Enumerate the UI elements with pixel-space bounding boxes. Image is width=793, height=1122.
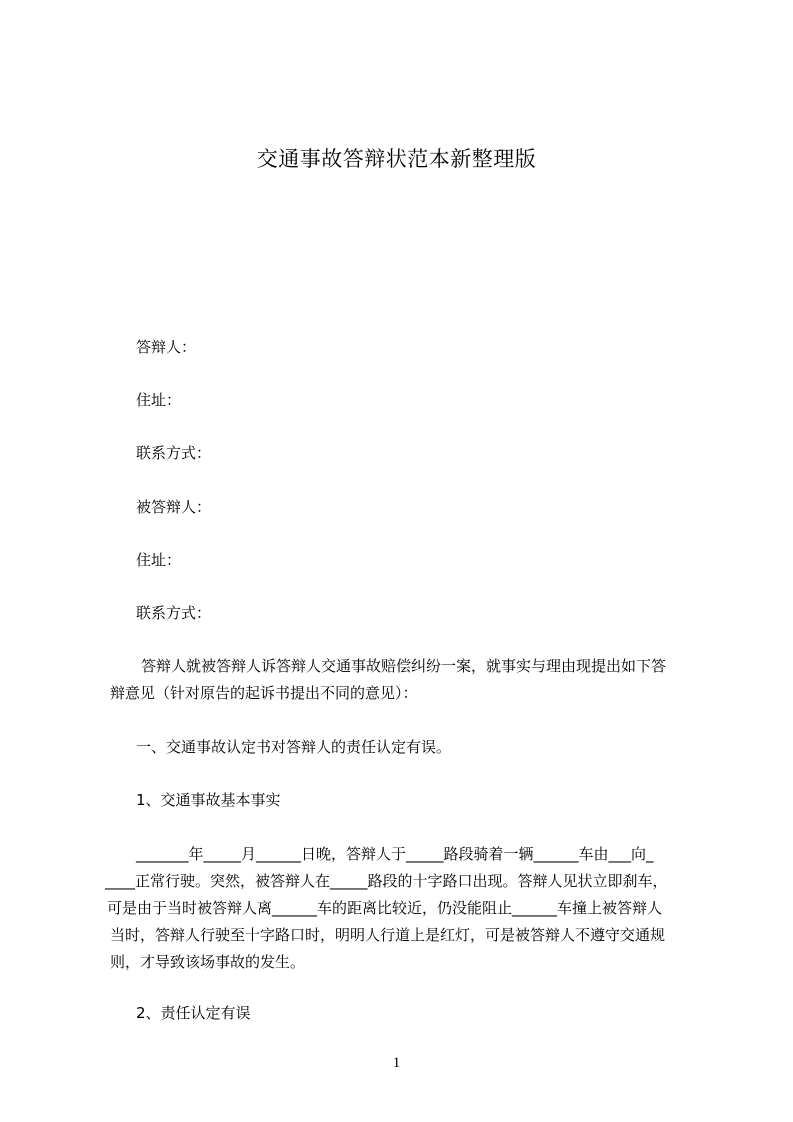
- respondent-contact-field: 联系方式：: [136, 444, 212, 462]
- respondent-address-field: 住址：: [136, 391, 182, 409]
- claimant-address-field: 住址：: [136, 551, 182, 569]
- claimant-contact-field: 联系方式：: [136, 604, 212, 622]
- subsection-2-heading: 2、责任认定有误: [136, 1004, 251, 1022]
- subsection-1-heading: 1、交通事故基本事实: [136, 791, 281, 809]
- respondent-field: 答辩人：: [136, 338, 197, 356]
- facts-line-5: 则，才导致该场事故的发生。: [110, 953, 306, 971]
- intro-line-2: 辩意见（针对原告的起诉书提出不同的意见）：: [110, 684, 418, 702]
- facts-line-1: _______年_____月______日晚，答辩人于_____路段骑着一辆______车由___向_: [136, 845, 654, 863]
- page-number: 1: [392, 1055, 401, 1071]
- facts-line-3: 可是由于当时被答辩人离______车的距离比较近，仍没能阻止______车撞上被答辩人: [107, 899, 663, 917]
- facts-line-2: ____正常行驶。突然，被答辩人在_____路段的十字路口出现。答辩人见状立即刹车，: [105, 872, 668, 890]
- claimant-field: 被答辩人：: [136, 498, 212, 516]
- section-1-heading: 一、交通事故认定书对答辩人的责任认定有误。: [136, 738, 452, 756]
- facts-line-4: 当时，答辩人行驶至十字路口时，明明人行道上是红灯，可是被答辩人不遵守交通规: [110, 926, 666, 944]
- document-title: 交通事故答辩状范本新整理版: [256, 147, 537, 171]
- intro-line-1: 答辩人就被答辩人诉答辩人交通事故赔偿纠纷一案，就事实与理由现提出如下答: [141, 657, 667, 675]
